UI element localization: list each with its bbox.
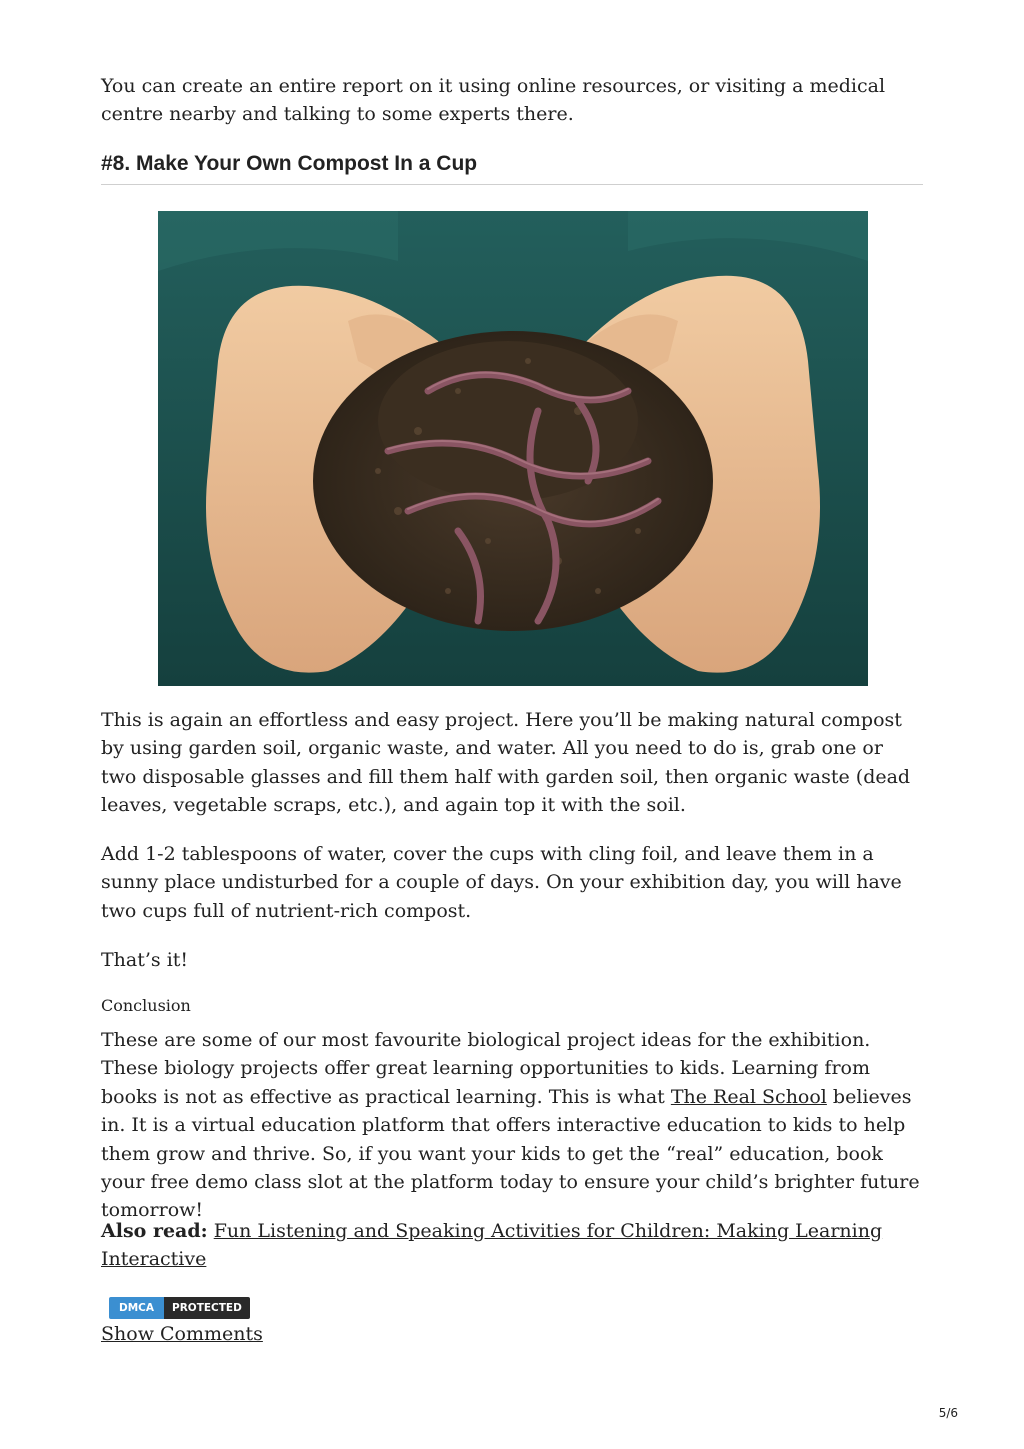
section-heading: #8. Make Your Own Compost In a Cup — [101, 152, 923, 185]
body-paragraph-1: This is again an effortless and easy project. Here you’ll be making natural compost by using garden soil, organic waste, and water. All you need to do is, grab one or two disposable glasses and fill them half with garden soil, then organic waste (dead leaves, vegetable scraps, etc.), and again top it with the soil. — [101, 709, 911, 817]
intro-paragraph: You can create an entire report on it using online resources, or visiting a medical centre nearby and talking to some experts there. — [101, 75, 886, 126]
body-paragraph-2: Add 1-2 tablespoons of water, cover the cups with cling foil, and leave them in a sunny place undisturbed for a couple of days. On your exhibition day, you will have two cups full of nutrient-rich compost. — [101, 843, 902, 922]
conclusion-label: Conclusion — [101, 996, 191, 1015]
conclusion-paragraph — [101, 1026, 923, 1225]
show-comments-link[interactable]: Show Comments — [101, 1323, 263, 1345]
body-paragraph-3: That’s it! — [101, 949, 189, 971]
compost-worms-photo — [158, 211, 868, 686]
also-read-link[interactable]: Fun Listening and Speaking Activities for Children: Making Learning Interactive — [101, 1220, 883, 1271]
dmca-protected-badge[interactable] — [109, 1297, 250, 1319]
also-read-paragraph — [101, 1217, 923, 1274]
page-number: 5/6 — [938, 1406, 958, 1420]
conclusion-text-after: believes in. It is a virtual education platform that offers interactive education to kids to help them grow and thrive. So, if you want your kids to get the “real” education, book your free demo class slot at the platform today to ensure your child’s brighter future tomorrow! — [101, 1085, 920, 1222]
real-school-link[interactable]: The Real School — [670, 1085, 827, 1108]
dmca-badge-right: PROTECTED — [164, 1297, 250, 1319]
conclusion-text-before: These are some of our most favourite biological project ideas for the exhibition. These biology projects offer great learning opportunities to kids. Learning from books is not as effective as practical learning. This is what — [101, 1029, 871, 1108]
dmca-badge-left: DMCA — [109, 1297, 164, 1319]
also-read-label: Also read: — [101, 1220, 208, 1242]
